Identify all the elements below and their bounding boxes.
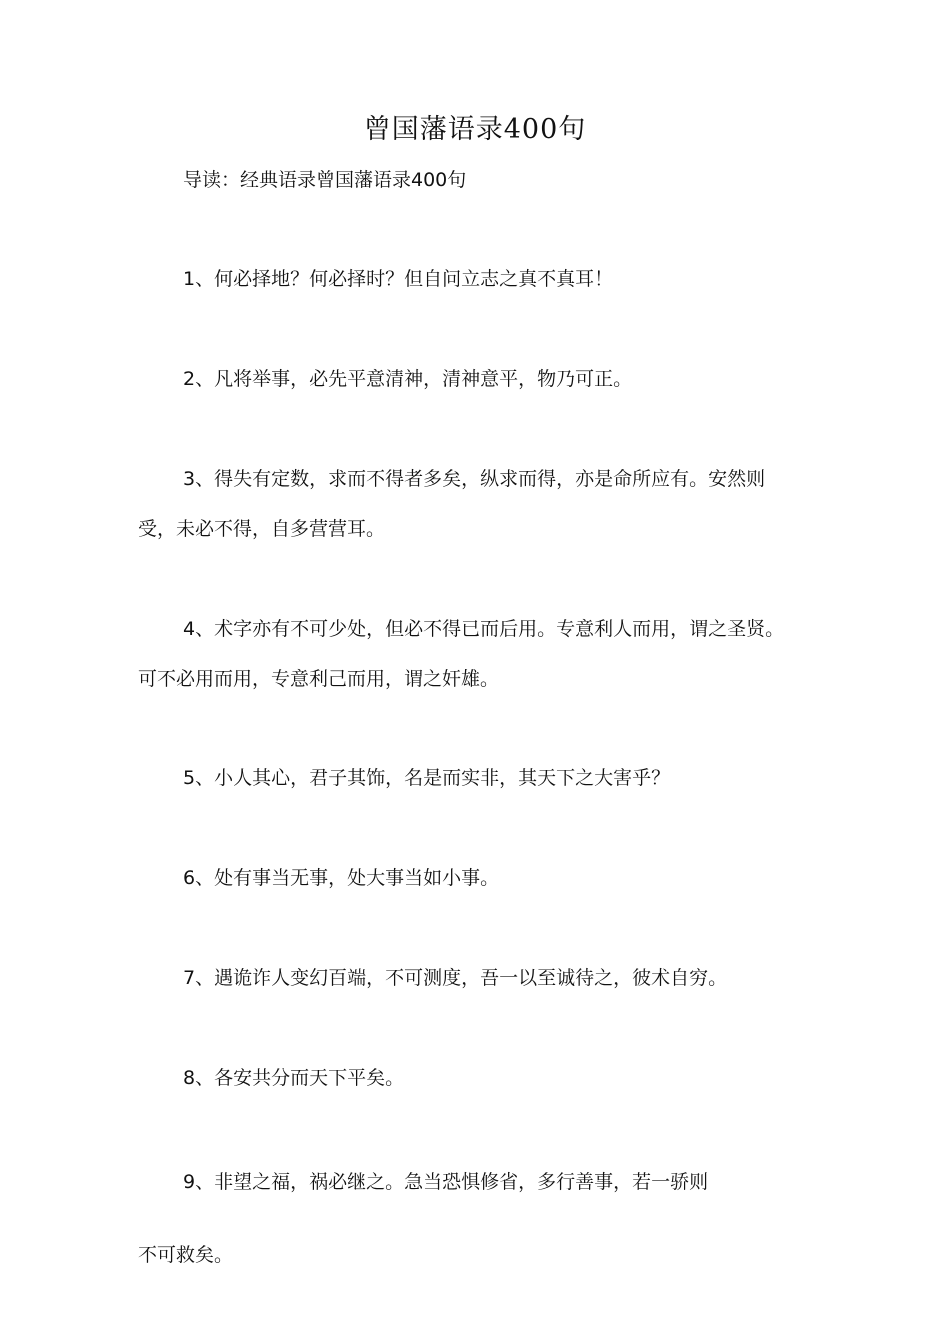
quote-line: 9、非望之福，祸必继之。急当恐惧修省，多行善事，若一骄则: [183, 1171, 709, 1193]
quote-line: 8、各安共分而天下平矣。: [183, 1067, 405, 1089]
quote-3: [138, 454, 828, 554]
quote-line: 2、凡将举事，必先平意清神，清神意平，物乃可正。: [183, 368, 633, 390]
quote-9-continuation: 不可救矣。: [138, 1244, 234, 1266]
quote-1: [138, 254, 828, 304]
quote-6: [138, 853, 828, 903]
quote-line: 受，未必不得，自多营营耳。: [138, 518, 386, 540]
quote-line: 可不必用而用，专意利己而用，谓之奸雄。: [138, 668, 500, 690]
quote-line: 5、小人其心，君子其饰，名是而实非，其天下之大害乎？: [183, 767, 671, 789]
quote-7: [138, 953, 828, 1003]
quote-line: 3、得失有定数，求而不得者多矣，纵求而得，亦是命所应有。安然则: [183, 468, 766, 490]
quote-9: [138, 1157, 828, 1207]
quote-line: 1、何必择地？何必择时？但自问立志之真不真耳！: [183, 268, 614, 290]
quote-line: 6、处有事当无事，处大事当如小事。: [183, 867, 500, 889]
intro-text: 导读：经典语录曾国藩语录400句: [183, 169, 467, 191]
quote-line: 7、遇诡诈人变幻百端，不可测度，吾一以至诚待之，彼术自穷。: [183, 967, 728, 989]
quote-line: 4、术字亦有不可少处，但必不得已而后用。专意利人而用，谓之圣贤。: [183, 618, 785, 640]
quote-2: [138, 354, 828, 404]
quote-5: [138, 753, 828, 803]
document-title: 曾国藩语录400句: [363, 114, 587, 145]
quote-4: [138, 604, 828, 704]
quote-8: [138, 1053, 828, 1103]
